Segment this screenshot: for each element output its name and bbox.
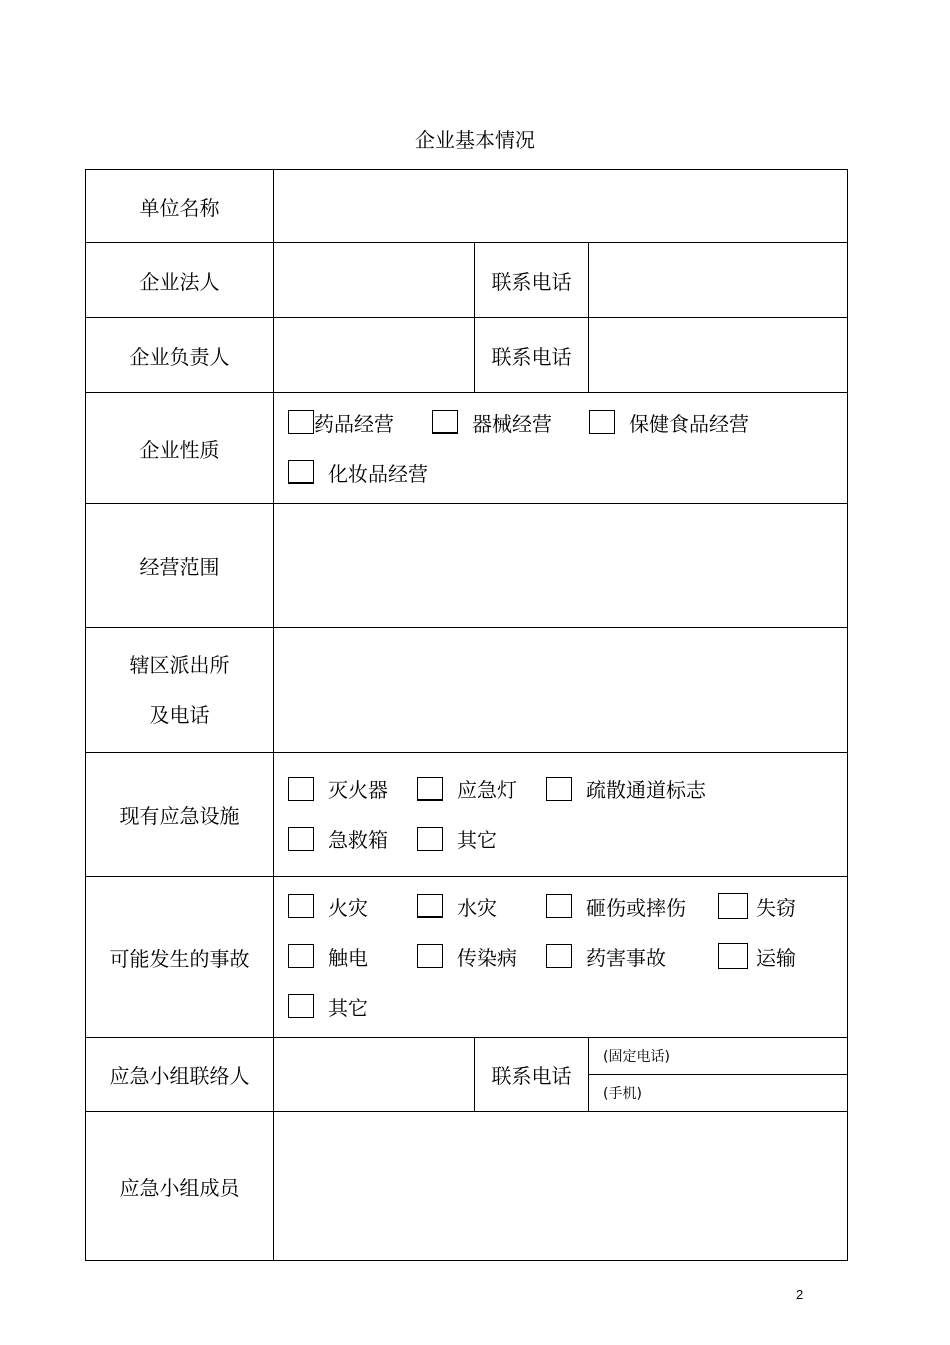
contact-phones [589,1038,848,1112]
page-number: 2 [796,1287,804,1302]
row-unit-name [86,170,848,243]
option-emergency-light[interactable]: 应急灯 [417,774,546,803]
checkbox[interactable] [589,410,615,434]
responsible-person-value[interactable] [274,318,475,393]
responsible-person-label: 企业负责人 [86,318,274,393]
option-evacuation-sign[interactable]: 疏散通道标志 [546,774,706,803]
option-drug-harm[interactable]: 药害事故 [546,942,718,971]
contact-phone-label: 联系电话 [475,1038,589,1112]
option-cosmetics-retail[interactable]: 化妆品经营 [288,458,428,487]
checkbox[interactable] [718,893,748,919]
option-infectious-disease[interactable]: 传染病 [417,942,546,971]
facilities-label: 现有应急设施 [86,753,274,877]
legal-person-phone-label: 联系电话 [475,243,589,318]
nature-options [274,393,848,504]
option-crush-fall-injury[interactable]: 砸伤或摔伤 [546,892,718,921]
checkbox[interactable] [288,410,314,434]
option-facilities-other[interactable]: 其它 [417,824,497,853]
accidents-label: 可能发生的事故 [86,877,274,1038]
row-legal-person [86,243,848,318]
checkbox[interactable] [546,894,572,918]
row-responsible-person [86,318,848,393]
row-facilities [86,753,848,877]
scope-label: 经营范围 [86,504,274,628]
option-device-retail[interactable]: 器械经营 [432,408,589,437]
option-first-aid-kit[interactable]: 急救箱 [288,824,417,853]
facilities-options [274,753,848,877]
checkbox[interactable] [432,410,458,434]
checkbox[interactable] [417,777,443,801]
checkbox[interactable] [417,894,443,918]
responsible-person-phone-label: 联系电话 [475,318,589,393]
row-contact [86,1038,848,1112]
option-drug-retail[interactable]: 药品经营 [288,408,432,437]
members-label: 应急小组成员 [86,1112,274,1261]
checkbox[interactable] [288,460,314,484]
fixed-phone-field[interactable]: (固定电话) [603,1049,670,1065]
mobile-phone-field[interactable]: (手机) [589,1074,847,1111]
checkbox[interactable] [288,944,314,968]
row-members [86,1112,848,1261]
contact-value[interactable] [274,1038,475,1112]
unit-name-label: 单位名称 [86,170,274,243]
checkbox[interactable] [288,777,314,801]
form-title: 企业基本情况 [415,128,535,152]
option-accidents-other[interactable]: 其它 [288,992,368,1021]
responsible-person-phone-value[interactable] [589,318,848,393]
police-label: 辖区派出所 及电话 [86,628,274,753]
checkbox[interactable] [417,944,443,968]
option-transport[interactable]: 运输 [718,942,796,971]
row-accidents [86,877,848,1038]
unit-name-value[interactable] [274,170,848,243]
checkbox[interactable] [288,994,314,1018]
checkbox[interactable] [546,777,572,801]
checkbox[interactable] [546,944,572,968]
legal-person-phone-value[interactable] [589,243,848,318]
members-value[interactable] [274,1112,848,1261]
row-nature [86,393,848,504]
checkbox[interactable] [288,894,314,918]
legal-person-label: 企业法人 [86,243,274,318]
option-flood[interactable]: 水灾 [417,892,546,921]
row-scope [86,504,848,628]
option-theft[interactable]: 失窃 [718,892,796,921]
checkbox[interactable] [417,827,443,851]
scope-value[interactable] [274,504,848,628]
nature-label: 企业性质 [86,393,274,504]
accidents-options [274,877,848,1038]
row-police [86,628,848,753]
legal-person-value[interactable] [274,243,475,318]
option-fire[interactable]: 火灾 [288,892,417,921]
checkbox[interactable] [718,943,748,969]
option-electric-shock[interactable]: 触电 [288,942,417,971]
option-fire-extinguisher[interactable]: 灭火器 [288,774,417,803]
police-value[interactable] [274,628,848,753]
checkbox[interactable] [288,827,314,851]
contact-label: 应急小组联络人 [86,1038,274,1112]
option-health-food-retail[interactable]: 保健食品经营 [589,408,749,437]
enterprise-info-table [85,169,848,1261]
